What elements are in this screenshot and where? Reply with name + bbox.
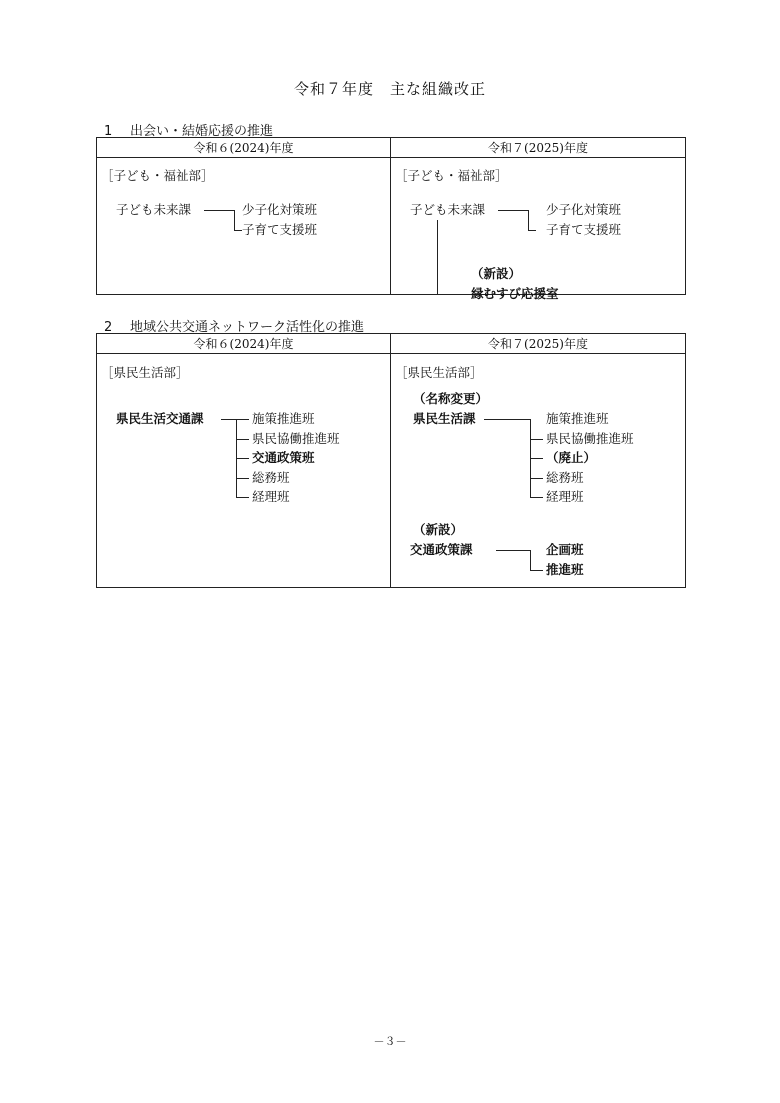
team-label: 少子化対策班: [546, 202, 622, 217]
department-label: ［子ども・福祉部］: [395, 168, 508, 183]
section-1-col-before: 令和６(2024)年度: [97, 138, 391, 158]
team-label: 交通政策班: [252, 450, 315, 465]
team-label: 推進班: [546, 562, 584, 577]
section-2-after-cell: [391, 354, 686, 588]
section-1-after-cell: [391, 158, 686, 301]
department-label: ［県民生活部］: [101, 365, 189, 380]
new-note: （新設）: [413, 522, 464, 537]
new-note: （新設）: [471, 266, 522, 281]
connector-line: [236, 497, 249, 498]
division-label: 県民生活交通課: [116, 411, 204, 426]
connector-line: [498, 210, 528, 211]
division-label: 子ども未来課: [410, 202, 486, 217]
connector-line: [530, 497, 543, 498]
new-division-label: 交通政策課: [410, 542, 473, 557]
new-office-label: 縁むすび応援室: [471, 286, 559, 301]
division-label: 子ども未来課: [116, 202, 192, 217]
connector-line: [234, 230, 242, 231]
connector-line: [236, 439, 249, 440]
connector-line: [528, 230, 536, 231]
section-1-table: [96, 137, 686, 301]
connector-line: [530, 478, 543, 479]
team-label: 県民協働推進班: [546, 431, 634, 446]
section-1-title: 出会い・結婚応援の推進: [130, 124, 274, 139]
page-number: －３－: [373, 1035, 407, 1048]
connector-line: [530, 439, 543, 440]
section-2-title: 地域公共交通ネットワーク活性化の推進: [130, 320, 365, 335]
section-2-col-after: 令和７(2025)年度: [391, 334, 686, 354]
team-label: 施策推進班: [252, 411, 315, 426]
team-label: 総務班: [546, 470, 584, 485]
page-title: 令和７年度 主な組織改正: [293, 80, 486, 98]
connector-line: [437, 294, 467, 295]
section-2-table: [96, 333, 686, 588]
team-label: 経理班: [252, 489, 290, 504]
team-label: 総務班: [252, 470, 290, 485]
team-label: 企画班: [546, 542, 584, 557]
rename-note: （名称変更）: [413, 391, 489, 406]
section-1-col-after: 令和７(2025)年度: [391, 138, 686, 158]
connector-line: [234, 210, 235, 230]
team-label: 経理班: [546, 489, 584, 504]
connector-line: [236, 458, 249, 459]
connector-line: [484, 419, 530, 420]
section-2-before-cell: [97, 354, 391, 588]
connector-line: [530, 570, 543, 571]
department-label: ［県民生活部］: [395, 365, 483, 380]
department-label: ［子ども・福祉部］: [101, 168, 214, 183]
division-label: 県民生活課: [413, 411, 476, 426]
connector-line: [221, 419, 249, 420]
section-1-number: 1: [104, 124, 113, 139]
section-1-before-cell: [97, 158, 391, 295]
abolished-note: （廃止）: [546, 450, 597, 465]
section-2-col-before: 令和６(2024)年度: [97, 334, 391, 354]
section-2-number: 2: [104, 320, 113, 335]
team-label: 施策推進班: [546, 411, 609, 426]
team-label: 県民協働推進班: [252, 431, 340, 446]
team-label: 少子化対策班: [242, 202, 318, 217]
connector-line: [530, 458, 543, 459]
connector-line: [496, 550, 530, 551]
connector-line: [204, 210, 234, 211]
team-label: 子育て支援班: [546, 222, 622, 237]
connector-line: [528, 210, 529, 230]
connector-line: [530, 550, 531, 570]
team-label: 子育て支援班: [242, 222, 318, 237]
connector-line: [236, 478, 249, 479]
connector-line: [437, 220, 438, 294]
